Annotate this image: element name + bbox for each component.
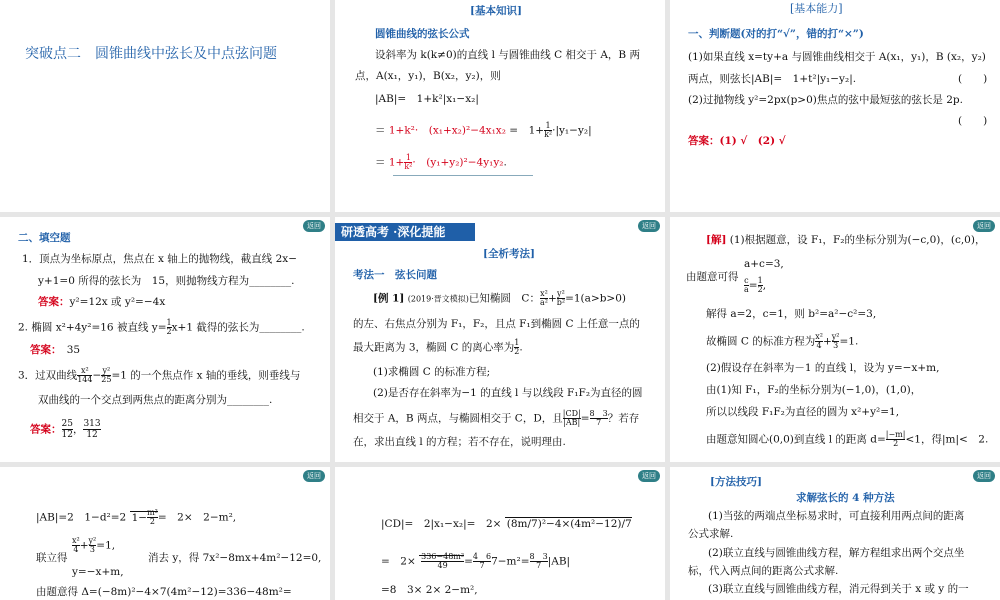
return-button[interactable]: 返回 — [303, 220, 325, 232]
part-title: 二、填空题 — [18, 232, 71, 244]
slide-9 — [670, 467, 1000, 600]
question-text: (2)过抛物线 y²=2px(p>0)焦点的弦中最短弦的弦长是 2p. — [688, 94, 963, 106]
section-header: [基本知识] — [470, 5, 522, 17]
text-line: 在，求出直线 l 的方程；若不存在，说明理由. — [353, 436, 566, 448]
answer-line: 答案：y²=12x 或 y²=−4x — [38, 296, 166, 308]
formula-line: = 2× $\frac{\text{336−48m²}}{49}$ = $\frac{4 6}{7}$ 7−m²= $\frac{8 3}{7}$ |AB| — [381, 552, 571, 570]
question-text: y+1=0 所得的弦长为 15，则抛物线方程为________. — [38, 275, 295, 287]
text-line: 解得 a=2，c=1，则 b²=a²−c²=3, — [706, 308, 877, 320]
example-line: [例 1] (2019·晋文模拟)已知椭圆 C： $\frac{\text{x²}}{\text{a²}}$ + $\frac{\text{y²}}{\text{b²}}$ =1(a>b>0) — [373, 289, 627, 307]
question-text: 3．过双曲线 $\frac{\text{x²}}{144}$ − $\frac{\text{y²}}{25}$ =1 的一个焦点作 x 轴的垂线，则垂线与 — [18, 366, 301, 384]
text-line: (1)当弦的两端点坐标易求时，可直接利用两点间的距离 — [708, 510, 965, 522]
system-eq: $\frac{c}{a}$ = $\frac{1}{2}$ , — [744, 276, 767, 294]
section-header: [全析考法] — [483, 248, 535, 260]
section-subtitle: 圆锥曲线的弦长公式 — [375, 28, 470, 40]
text-line: 最大距离为 3，椭圆 C 的离心率为 $\frac{1}{2}$ . — [353, 338, 523, 356]
text-line: (2)假设存在斜率为－1 的直线 l，设为 y=−x+m, — [706, 362, 940, 374]
return-button[interactable]: 返回 — [303, 470, 325, 482]
formula-line: |AB|= 1+k²|x₁−x₂| — [375, 93, 479, 105]
text-line: 消去 y，得 7x²−8mx+4m²−12=0, — [148, 552, 322, 564]
formula-line: |CD|= 2|x₁−x₂|= 2× (8m/7)²−4×(4m²−12)/7 — [381, 518, 632, 530]
banner-text: 研透高考 ·深化提能 — [341, 225, 446, 239]
slide-2 — [335, 0, 665, 212]
return-button[interactable]: 返回 — [638, 470, 660, 482]
text-line: (1)求椭圆 C 的标准方程; — [373, 366, 491, 378]
text-line: 设斜率为 k(k≠0)的直线 l 与圆锥曲线 C 相交于 A，B 两 — [375, 49, 640, 61]
question-text: 2. 椭圆 x²+4y²=16 被直线 y= $\frac{1}{2}$ x+1 截得的弦长为________. — [18, 318, 305, 336]
slide-7 — [0, 467, 330, 600]
text-line: 由题意知圆心(0,0)到直线 l 的距离 d= $\frac{|-m|}{2}$ <1，得|m|< 2. — [706, 430, 989, 448]
question-text: 1．顶点为坐标原点，焦点在 x 轴上的抛物线，截直线 2x− — [22, 253, 298, 265]
formula-line: =8 3× 2× 2−m², — [381, 584, 478, 596]
slide-5 — [335, 217, 665, 462]
underline — [393, 175, 533, 176]
slide-title: 突破点二 圆锥曲线中弦长及中点弦问题 — [25, 46, 277, 62]
return-button[interactable]: 返回 — [973, 470, 995, 482]
text-line: 的左、右焦点分别为 F₁，F₂，且点 F₁到椭圆 C 上任意一点的 — [353, 318, 640, 330]
slide-1 — [0, 0, 330, 212]
answer-line: 答案： 35 — [30, 344, 81, 356]
text-line: 由题意可得 — [686, 271, 739, 283]
question-text: 两点，则弦长|AB|= 1+t²|y₁−y₂|. — [688, 73, 857, 85]
return-button[interactable]: 返回 — [638, 220, 660, 232]
system-eq: a+c=3, — [744, 258, 784, 270]
text-line: 所以以线段 F₁F₂为直径的圆为 x²+y²=1, — [706, 406, 900, 418]
answer-text: 答案：(1) √ (2) √ — [688, 135, 786, 147]
text-line: (3)联立直线与圆锥曲线方程，消元得到关于 x 或 y 的一 — [708, 583, 969, 595]
formula-line: ＝ 1+ $\frac{1}{\text{k²}}$ · (y₁+y₂)²−4y₁y₂. — [375, 153, 507, 171]
question-text: (1)如果直线 x=ty+a 与圆锥曲线相交于 A(x₁，y₁)，B (x₂，y₂) — [688, 51, 986, 63]
text-line: 相交于 A，B 两点，与椭圆相交于 C，D，且 $\frac{|CD|}{|AB|}$ = $\frac{8 3}{7}$ ？若存 — [353, 409, 640, 427]
text-line: 标，代入两点间的距离公式求解. — [688, 565, 839, 577]
text-line: 故椭圆 C 的标准方程为 $\frac{\text{x²}}{4}$ + $\frac{\text{y²}}{3}$ =1. — [706, 332, 859, 350]
text-line: (2)是否存在斜率为−1 的直线 l 与以线段 F₁F₂为直径的圆 — [373, 387, 643, 399]
answer-paren: ( ) — [958, 115, 988, 127]
text-line: 公式求解. — [688, 528, 734, 540]
section-subtitle: 求解弦长的 4 种方法 — [796, 492, 895, 504]
slide-3 — [670, 0, 1000, 212]
text-line: (2)联立直线与圆锥曲线方程，解方程组求出两个交点坐 — [708, 547, 965, 559]
system-eq: $\frac{\text{x²}}{4}$ + $\frac{\text{y²}}{3}$ =1, — [72, 536, 116, 554]
section-header: [方法技巧] — [710, 476, 762, 488]
formula-line: |AB|=2 1−d²=2 1− $\frac{\text{m²}}{2}$ = 2× 2−m², — [36, 508, 237, 526]
slide-6 — [670, 217, 1000, 462]
system-eq: y=−x+m, — [72, 566, 124, 578]
answer-line: 答案： $\frac{25}{12}$ ， $\frac{313}{12}$ — [30, 419, 101, 440]
section-header: [基本能力] — [790, 2, 843, 15]
slide-8 — [335, 467, 665, 600]
answer-paren: ( ) — [958, 73, 988, 85]
text-line: 联立得 — [36, 552, 68, 564]
text-line: 点，A(x₁，y₁)，B(x₂，y₂)，则 — [355, 70, 501, 82]
return-button[interactable]: 返回 — [973, 220, 995, 232]
method-title: 考法一 弦长问题 — [353, 269, 437, 281]
text-line: 由题意得 Δ=(−8m)²−4×7(4m²−12)=336−48m²= — [36, 586, 292, 598]
part-title: 一、判断题(对的打“√”，错的打“×”) — [688, 28, 864, 40]
text-line: 由(1)知 F₁，F₂的坐标分别为(−1,0)，(1,0)， — [706, 384, 922, 396]
slide-4 — [0, 217, 330, 462]
text-line: [解] (1)根据题意，设 F₁，F₂的坐标分别为(−c,0)，(c,0)， — [706, 234, 986, 246]
formula-line: ＝ 1+k²· (x₁+x₂)²−4x₁x₂ = 1+ $\frac{1}{\text{k²}}$ ·|y₁−y₂| — [375, 121, 592, 139]
question-text: 双曲线的一个交点到两焦点的距离分别为________. — [38, 394, 273, 406]
